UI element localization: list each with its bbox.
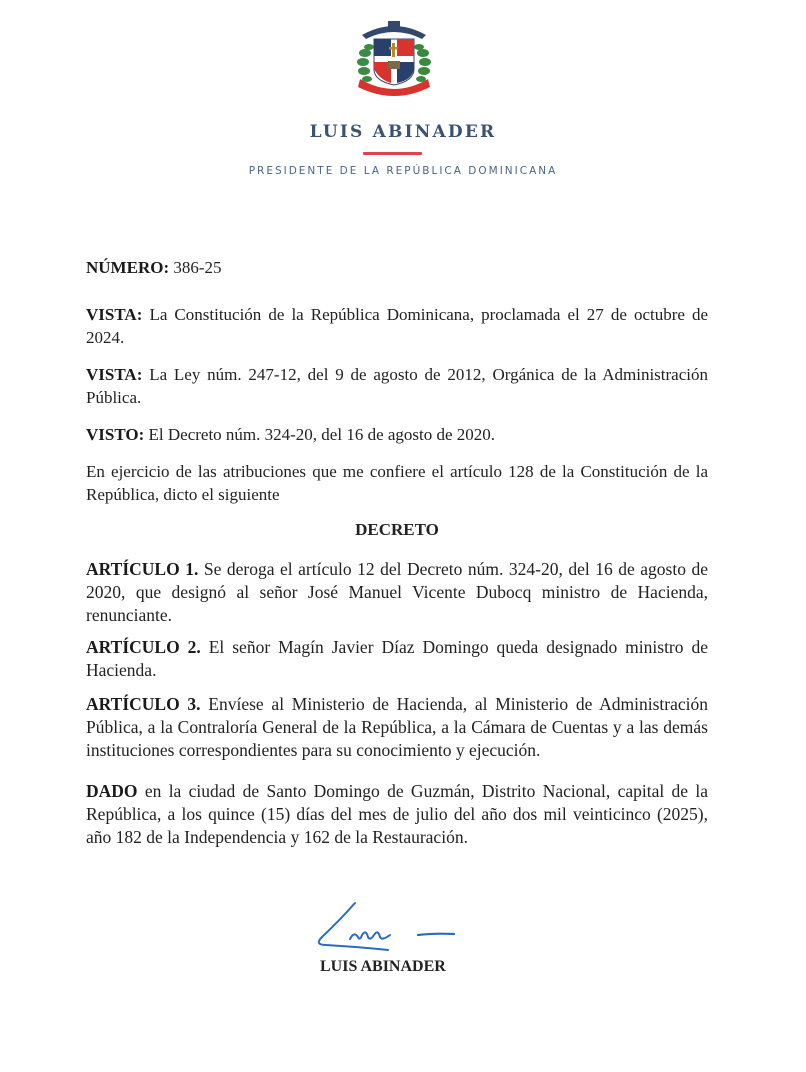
decree-number-value: 386-25 [173,258,222,277]
article-3 [86,693,708,762]
vista-law [86,363,708,409]
article-2 [86,636,708,682]
article-label: ARTÍCULO 3. [86,694,201,714]
vista-text: La Ley núm. 247-12, del 9 de agosto de 2012, Orgánica de la Administración Pública. [86,365,708,407]
dado-text: en la ciudad de Santo Domingo de Guzmán, Distrito Nacional, capital de la República, a los quince (15) días del mes de julio del año dos mil veinticinco (2025), año 182 de la Independencia y 162 de la Restauración. [86,781,708,847]
visto-label: VISTO: [86,425,145,444]
article-1 [86,558,708,627]
article-text: Envíese al Ministerio de Hacienda, al Ministerio de Administración Pública, a la Contraloría General de la República, a la Cámara de Cuentas y a las demás instituciones correspondientes para su conocimiento y ejecución. [86,694,708,760]
dado-paragraph [86,780,708,849]
dominican-coat-of-arms-icon [352,17,436,97]
article-label: ARTÍCULO 1. [86,559,199,579]
signer-name: LUIS ABINADER [320,958,446,975]
handwritten-signature [300,895,460,955]
vista-text: La Constitución de la República Dominicana, proclamada el 27 de octubre de 2024. [86,305,709,347]
dado-label: DADO [86,781,138,801]
visto-decree [86,423,708,446]
decree-heading: DECRETO [355,520,439,539]
article-label: ARTÍCULO 2. [86,637,201,657]
article-text: Se deroga el artículo 12 del Decreto núm. 324-20, del 16 de agosto de 2020, que designó al señor José Manuel Vicente Dubocq ministro de Hacienda, renunciante. [86,559,708,625]
preamble-paragraph: En ejercicio de las atribuciones que me confiere el artículo 128 de la Constitución de la República, dicto el siguiente [86,462,708,504]
article-text: El señor Magín Javier Díaz Domingo queda designado ministro de Hacienda. [86,637,708,680]
vista-label: VISTA: [86,305,143,324]
vista-label: VISTA: [86,365,143,384]
letterhead-title: PRESIDENTE DE LA REPÚBLICA DOMINICANA [248,165,558,177]
visto-text: El Decreto núm. 324-20, del 16 de agosto de 2020. [148,425,496,444]
letterhead-divider [363,152,422,155]
decree-number [86,256,708,279]
decree-number-label: NÚMERO: [86,258,170,277]
vista-constitution [86,303,708,349]
letterhead-name: LUIS ABINADER [309,122,497,142]
